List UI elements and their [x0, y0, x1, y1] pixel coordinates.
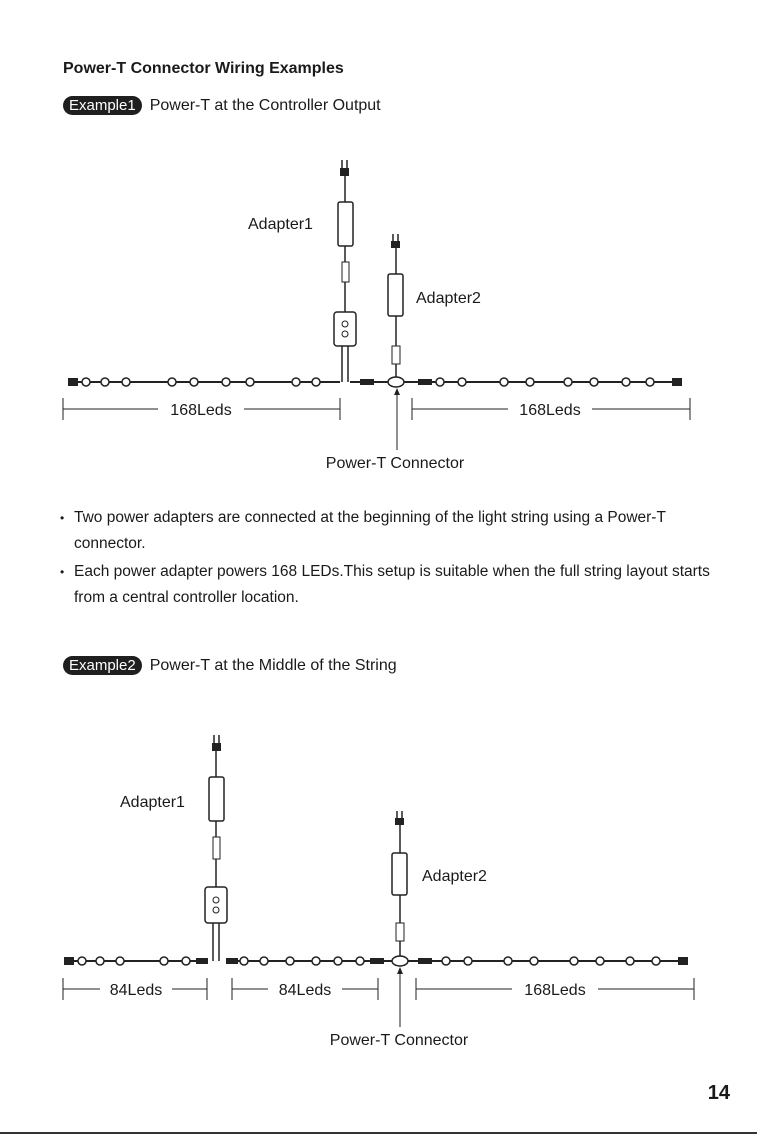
adapter2-label: Adapter2 [416, 290, 481, 307]
led-string [68, 377, 682, 387]
example2-title: Power-T at the Middle of the String [149, 656, 397, 674]
example1-title: Power-T at the Controller Output [149, 96, 381, 114]
adapter1-inline-connector [342, 262, 349, 282]
adapter1-label: Adapter1 [248, 216, 313, 233]
power-t-connector-label: Power-T Connector [325, 455, 465, 472]
bullet-item: • Two power adapters are connected at the beginning of the light string using a Power-T connector. [60, 505, 720, 557]
adapter2-plug-icon [395, 811, 404, 825]
footer-rule [0, 1132, 757, 1134]
power-t-connector-icon [392, 956, 408, 966]
adapter1-plug-icon [340, 160, 349, 176]
adapter1-label: Adapter1 [120, 794, 185, 811]
power-t-connector-label: Power-T Connector [329, 1032, 469, 1049]
led-string [64, 956, 688, 966]
example2-header [63, 656, 397, 675]
adapter2-inline-connector [392, 346, 400, 364]
adapter1-plug-icon [212, 735, 221, 751]
right-span-label: 168Leds [519, 402, 581, 419]
page-number: 14 [707, 1082, 730, 1104]
adapter2-box [388, 274, 403, 316]
span3-label: 168Leds [524, 982, 586, 999]
adapter2-box [392, 853, 407, 895]
bullet-item: • Each power adapter powers 168 LEDs.This setup is suitable when the full string layout starts from a central controller location. [60, 559, 720, 611]
span1-label: 84Leds [109, 982, 163, 999]
controller-box [334, 312, 356, 346]
example2-diagram [0, 725, 757, 1055]
adapter1-box [338, 202, 353, 246]
page-title: Power-T Connector Wiring Examples [63, 60, 344, 77]
adapter1-box [209, 777, 224, 821]
left-span-label: 168Leds [170, 402, 232, 419]
example2-badge: Example2 [63, 656, 142, 675]
controller-box [205, 887, 227, 923]
example1-badge: Example1 [63, 96, 142, 115]
span2-label: 84Leds [278, 982, 332, 999]
bullet-list [60, 505, 720, 613]
adapter2-plug-icon [391, 234, 400, 248]
power-t-connector-icon [388, 377, 404, 387]
adapter2-inline-connector [396, 923, 404, 941]
example1-diagram [0, 150, 757, 480]
example1-header [63, 96, 381, 115]
adapter1-inline-connector [213, 837, 220, 859]
adapter2-label: Adapter2 [422, 868, 487, 885]
